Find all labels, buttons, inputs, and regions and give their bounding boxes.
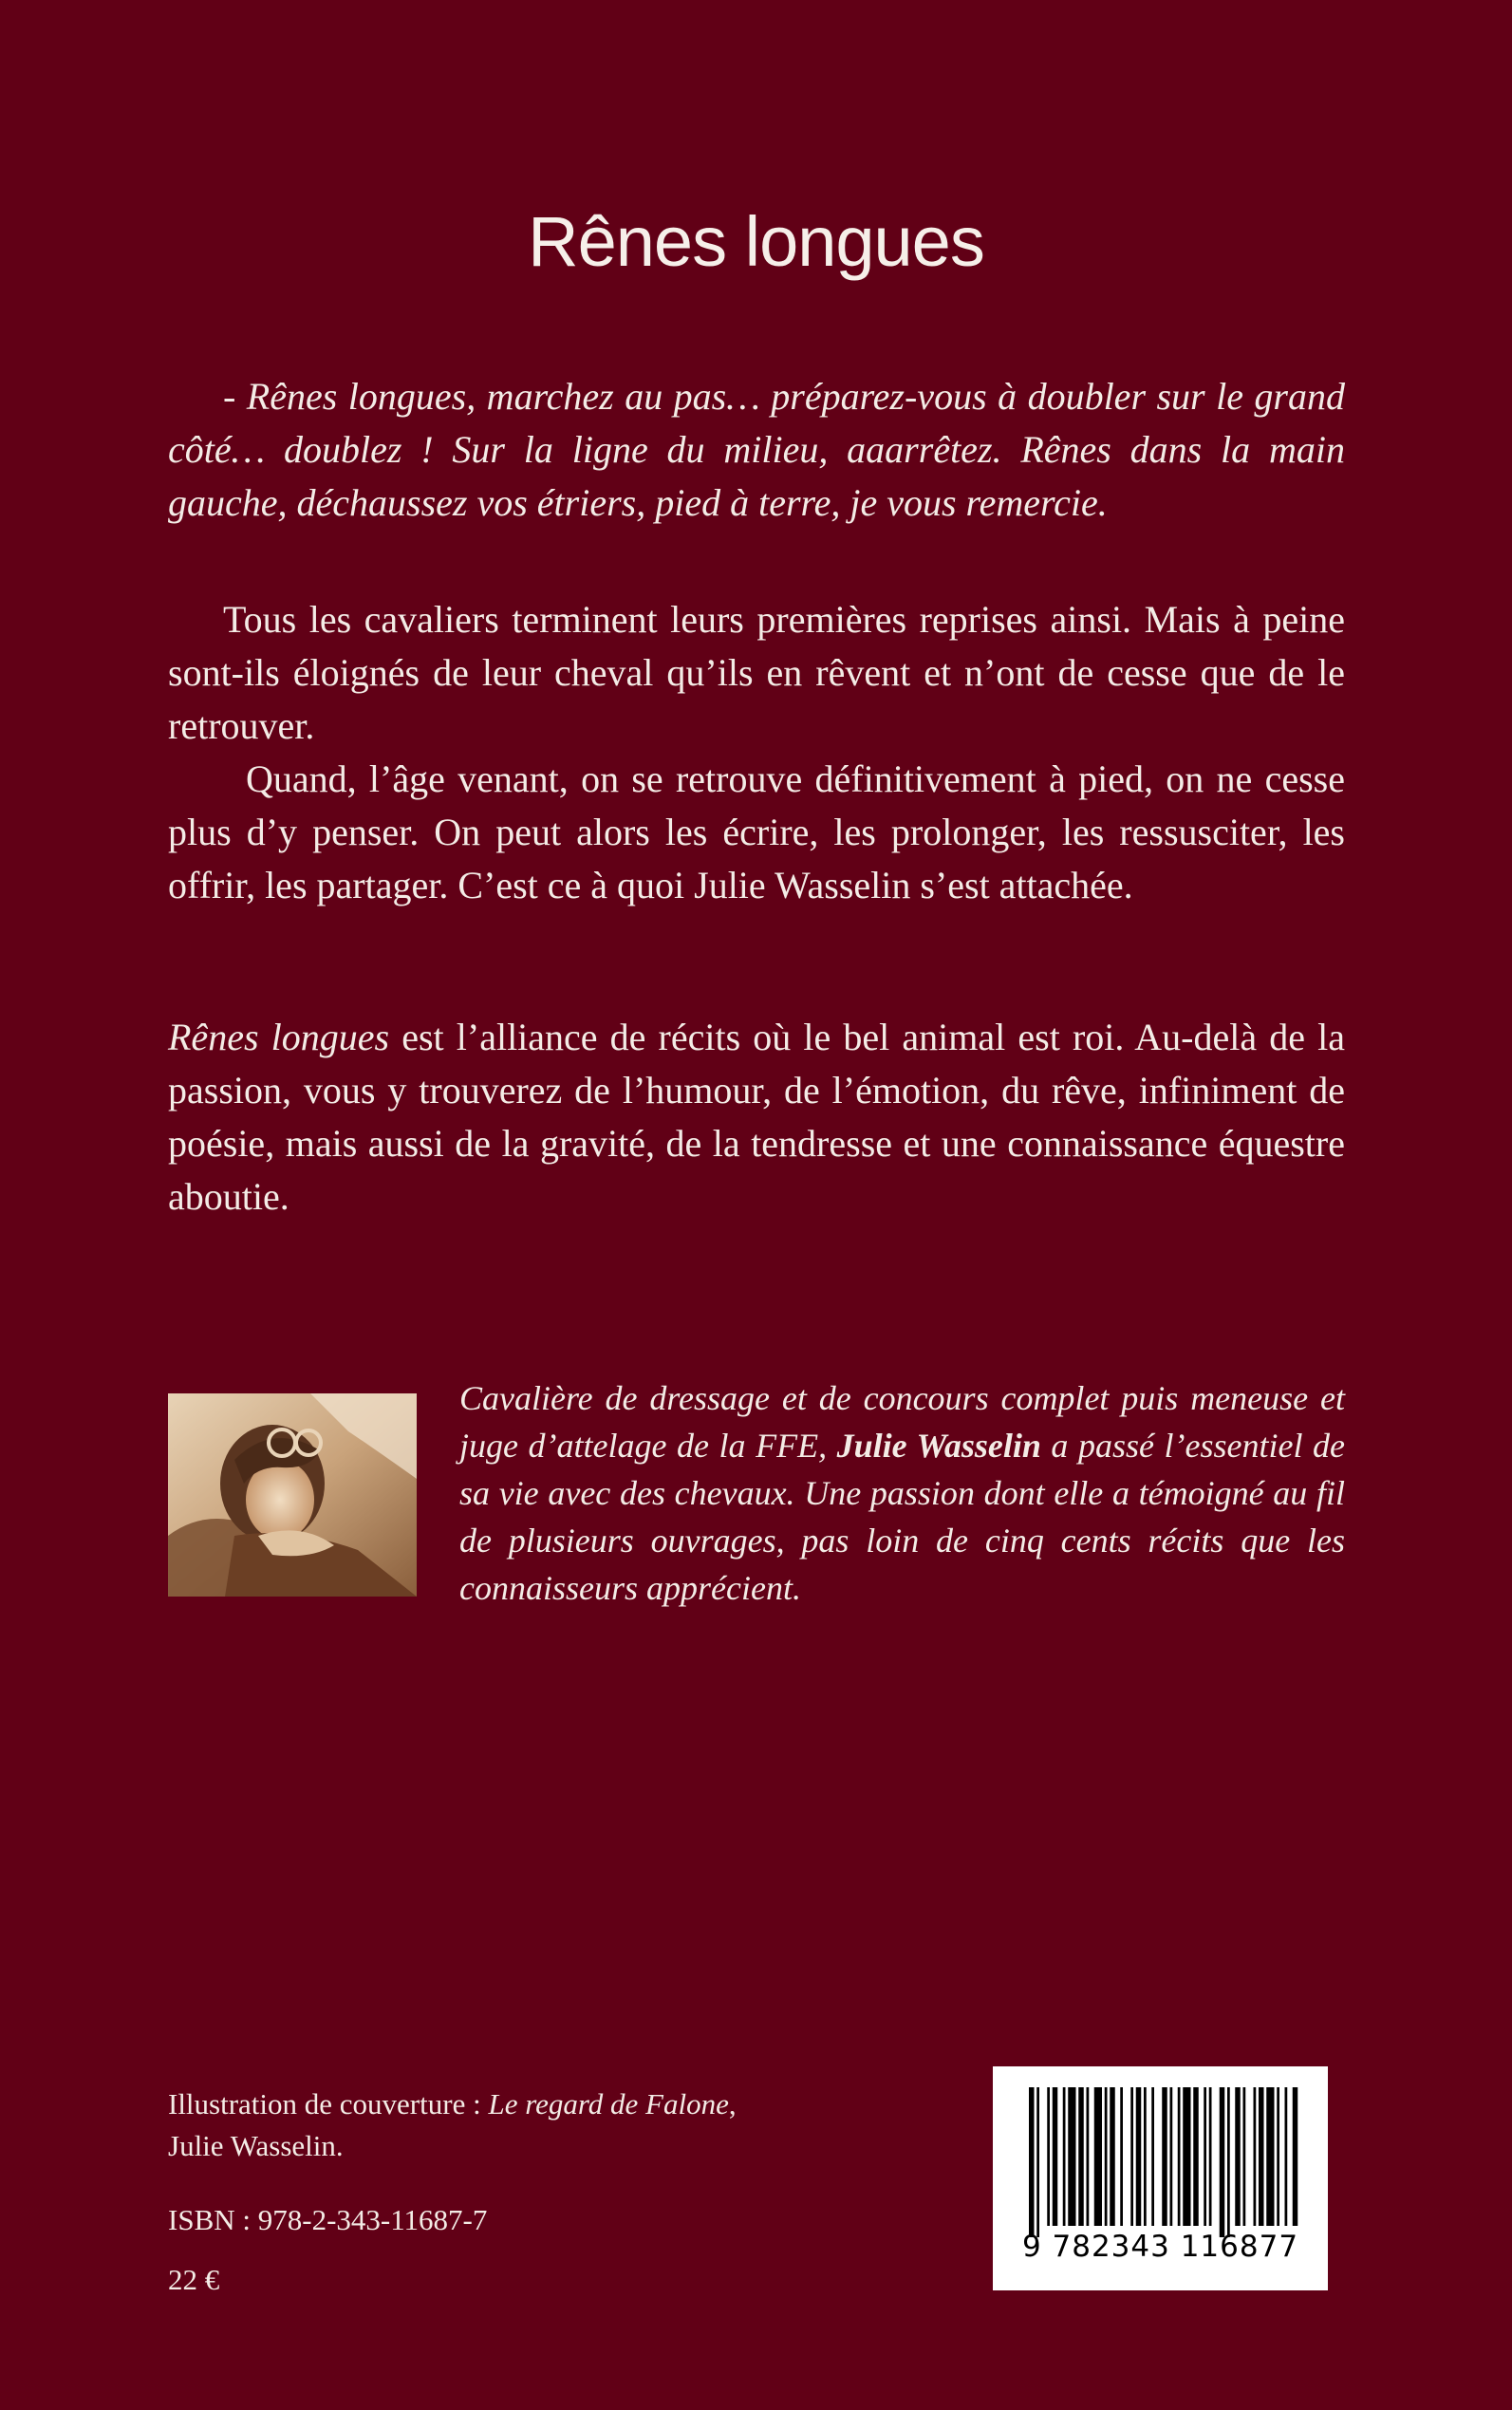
isbn: ISBN : 978-2-343-11687-7 [168,2203,488,2236]
intro-text [168,593,1345,912]
barcode-bar [1235,2087,1241,2226]
intro-paragraph-2: Quand, l’âge venant, on se retrouve définitivement à pied, on ne cesse plus d’y penser. On peut alors les écrire, les prolonger, les ressusciter, les offrir, les partager. C’est ce à quoi Julie Wasselin s’est attachée. [168,757,1345,906]
intro-paragraph-1: Tous les cavaliers terminent leurs premières reprises ainsi. Mais à peine sont-ils éloignés de leur cheval qu’ils en rêvent et n’ont de cesse que de le retrouver. [168,598,1345,747]
barcode-bar [1136,2087,1142,2226]
quote-text: - Rênes longues, marchez au pas… préparez-vous à doubler sur le grand côté… doublez ! Sur la ligne du milieu, aaarrêtez. Rênes dans la main gauche, déchaussez vos étriers, pied à terre, je vous remercie. [168,375,1345,524]
barcode-bar [1110,2087,1115,2226]
book-title: Rênes longues [528,202,984,281]
barcode-bar [1220,2087,1225,2237]
barcode-bar [1277,2087,1279,2226]
barcode-bar [1243,2087,1246,2226]
credit-label: Illustration de couverture : [168,2087,489,2120]
author-bio [459,1374,1345,1612]
barcode-bar [1087,2087,1090,2226]
barcode-bar [1151,2087,1154,2226]
credit-separator: , [728,2087,737,2120]
credit-work-title: Le regard de Falone [488,2087,729,2120]
barcode-bar [1183,2087,1190,2226]
cover-credits [168,2083,737,2167]
barcode-bar [1105,2087,1108,2226]
barcode-bar [1053,2087,1058,2226]
barcode-bar [1209,2087,1212,2226]
barcode-digits: 9 782343 116877 [1021,2230,1299,2264]
barcode-bar [1254,2087,1257,2226]
barcode-bar [1204,2087,1206,2226]
barcode [993,2066,1328,2290]
summary-body: est l’alliance de récits où le bel animal est roi. Au-delà de la passion, vous y trouverez de l’humour, de l’émotion, du rêve, infiniment de poésie, mais aussi de la gravité, de la tendresse et une connaissance équestre aboutie. [168,1016,1345,1218]
barcode-bar [1170,2087,1173,2226]
barcode-bar [1266,2087,1274,2226]
author-portrait-image [168,1393,417,1597]
price: 22 € [168,2263,220,2296]
author-name: Julie Wasselin [836,1427,1041,1465]
barcode-bar [1078,2087,1084,2226]
barcode-bar [1068,2087,1075,2226]
barcode-bar [1227,2087,1230,2237]
barcode-bar [1047,2087,1050,2226]
barcode-bar [1162,2087,1167,2226]
barcode-bar [1094,2087,1102,2226]
barcode-bar [1130,2087,1133,2226]
barcode-bar [1036,2087,1039,2237]
bio-end: a passé l’essentiel de sa vie avec des chevaux. Une passion dont elle a témoigné au fil de plusieurs ouvrages, pas loin de cinq cents récits que les connaisseurs apprécient. [459,1427,1345,1607]
barcode-bar [1120,2087,1123,2226]
credit-author: Julie Wasselin. [168,2129,344,2162]
summary-paragraph [168,1011,1345,1224]
summary-book-title: Rênes longues [168,1016,390,1058]
barcode-bar [1293,2087,1298,2226]
barcode-bar [1259,2087,1264,2226]
barcode-bar [1285,2087,1288,2226]
author-photo [168,1393,417,1597]
barcode-bar [1144,2087,1147,2226]
barcode-bar [1029,2087,1035,2237]
bio-start: Cavalière de dressage et de concours complet puis meneuse et juge d’attelage de la FFE, [459,1379,1345,1465]
summary-text [168,1011,1345,1224]
barcode-bar [1193,2087,1199,2226]
barcode-bar [1178,2087,1181,2226]
barcode-bar [1063,2087,1066,2226]
opening-quote [168,370,1345,530]
